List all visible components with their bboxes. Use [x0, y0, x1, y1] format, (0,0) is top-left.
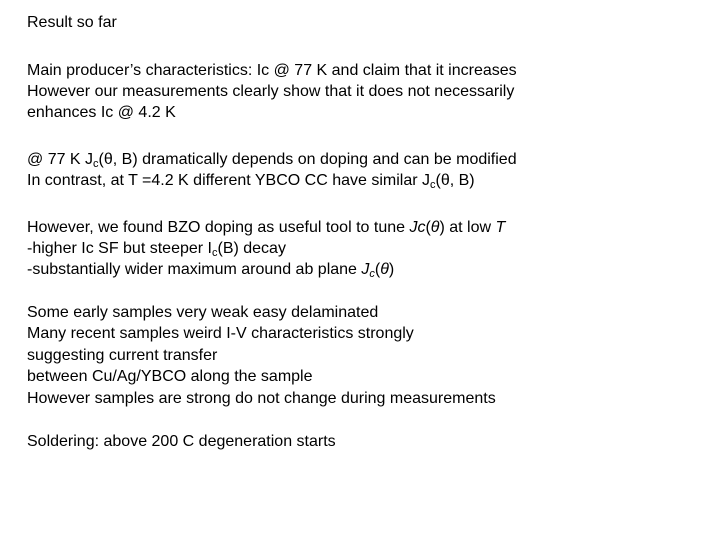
p3-line-2: [27, 239, 286, 259]
p1-line-1: Main producer’s characteristics: Ic @ 77 K and claim that it increases: [27, 62, 517, 79]
p3-line-1-a: However, we found BZO doping as useful tool to tune: [27, 219, 410, 236]
p3-line-3-sub: c: [369, 268, 375, 280]
p3-line-3-j: J: [361, 261, 370, 278]
p2-line-1-sub: c: [93, 158, 99, 170]
p3-line-2-b: (B) decay: [217, 240, 286, 257]
p3-line-2-sub: c: [211, 247, 218, 259]
p3-line-1-paren-close: ): [439, 219, 445, 236]
p3-line-1: [27, 218, 505, 238]
p3-line-3: [27, 260, 394, 280]
p3-line-1-b: at low: [444, 219, 496, 236]
p4-line-1: Some early samples very weak easy delaminated: [27, 304, 379, 321]
p2-line-2-b: (θ, B): [435, 172, 475, 189]
p3-line-1-paren-open: (: [425, 219, 431, 236]
slide-title: Result so far: [27, 14, 117, 31]
p3-line-3-theta: θ: [380, 261, 389, 278]
p3-line-3-a: -substantially wider maximum around ab plane: [27, 261, 362, 278]
p3-line-2-a: -higher Ic SF but steeper I: [27, 240, 212, 257]
p4-line-3: suggesting current transfer: [27, 347, 218, 364]
p2-line-1-b: (θ, B) dramatically depends on doping and can be modified: [98, 151, 517, 168]
p2-line-2-sub: c: [430, 179, 436, 191]
p4-line-2: Many recent samples weird I-V characteristics strongly: [27, 325, 414, 342]
p3-line-3-c: ): [388, 261, 395, 278]
p2-line-2-a: In contrast, at T =4.2 K different YBCO CC have similar J: [27, 172, 430, 189]
p3-line-1-t: T: [495, 219, 506, 236]
p3-line-1-theta: θ: [430, 219, 440, 236]
p2-line-1: [27, 150, 517, 170]
p3-line-3-b: (: [374, 261, 381, 278]
p3-line-1-jc: Jc: [409, 219, 426, 236]
p4-line-4: between Cu/Ag/YBCO along the sample: [27, 368, 313, 385]
p1-line-2: However our measurements clearly show that it does not necessarily: [27, 83, 515, 100]
p1-line-3: enhances Ic @ 4.2 K: [27, 104, 176, 121]
p4-line-5: However samples are strong do not change during measurements: [27, 390, 496, 407]
p2-line-2: [27, 171, 475, 191]
p5-line-1: Soldering: above 200 C degeneration starts: [27, 433, 336, 450]
p2-line-1-a: @ 77 K J: [27, 151, 94, 168]
